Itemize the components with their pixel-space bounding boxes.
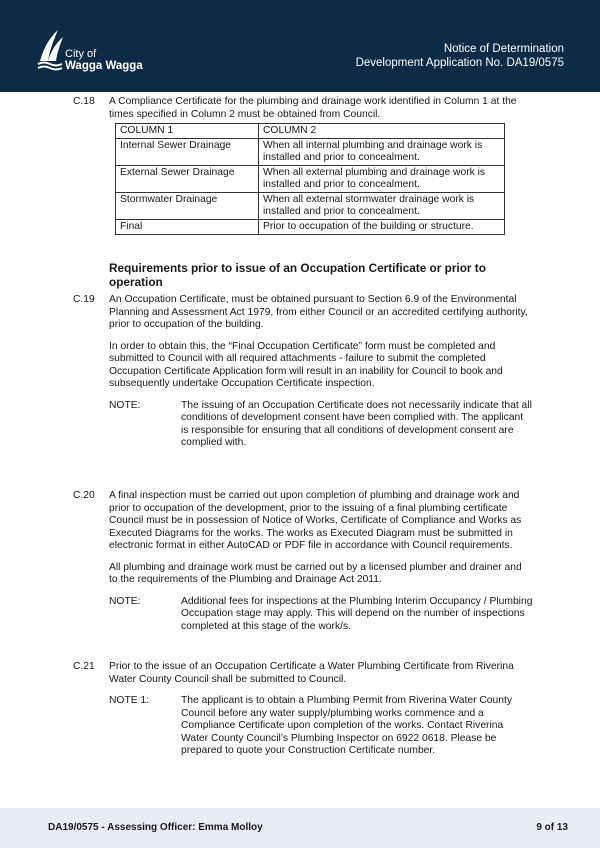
- table-cell: When all internal plumbing and drainage work is installed and prior to concealment.: [259, 139, 505, 166]
- table-header-cell: COLUMN 1: [116, 124, 259, 139]
- table-cell: External Sewer Drainage: [116, 166, 259, 193]
- table-row: [116, 166, 505, 193]
- footer-reference: DA19/0575 - Assessing Officer: Emma Molloy: [48, 822, 263, 833]
- page-header: [0, 0, 600, 92]
- condition-number: C.18: [73, 96, 95, 107]
- note: [109, 400, 533, 450]
- compliance-table: [115, 123, 505, 235]
- note-text: The issuing of an Occupation Certificate does not necessarily indicate that all conditions of development consent have been complied with. The applicant is responsible for ensuring that all conditions of development consent are complied with.: [181, 399, 532, 448]
- logo-line2: Wagga Wagga: [65, 60, 143, 72]
- note-label: NOTE:: [109, 595, 141, 607]
- table-cell: When all external plumbing and drainage work is installed and prior to concealment.: [259, 166, 505, 193]
- note-label: NOTE:: [109, 399, 141, 411]
- table-cell: Internal Sewer Drainage: [116, 139, 259, 166]
- table-cell: When all external stormwater drainage work is installed and prior to concealment.: [259, 193, 505, 220]
- note-text: The applicant is to obtain a Plumbing Permit from Riverina Water County Council before any water supply/plumbing works commence and a Compliance Certificate upon completion of the works. Contact Riverina Water County Council’s Plumbing Inspector on 6922 0618. Please be prepared to quote your Construction Certificate number.: [181, 695, 512, 756]
- table-header-cell: COLUMN 2: [259, 124, 505, 139]
- title-line2: Development Application No. DA19/0575: [355, 57, 564, 69]
- title-line1: Notice of Determination: [443, 43, 564, 55]
- page-footer: [0, 808, 600, 848]
- table-row: [116, 139, 505, 166]
- condition-paragraph: All plumbing and drainage work must be carried out by a licensed plumber and drainer and to the requirements of the Plumbing and Drainage Act 2011.: [109, 561, 522, 585]
- section-heading: Requirements prior to issue of an Occupation Certificate or prior to operation: [109, 261, 486, 289]
- condition-text: A final inspection must be carried out upon completion of plumbing and drainage work and prior to occupation of the development, prior to the issuing of a final plumbing certificate Council must be in possession of Notice of Works, Certificate of Compliance and Works as Executed Diagrams for the works. The works as Executed Diagram must be submitted in electronic format in either AutoCAD or PDF file in accordance with Council requirements.: [109, 490, 522, 551]
- condition-text: Prior to the issue of an Occupation Certificate a Water Plumbing Certificate from Riverina Water County Council shall be submitted to Council.: [109, 661, 514, 685]
- logo-line1: City of: [65, 48, 97, 60]
- table-row: [116, 193, 505, 220]
- note: [109, 695, 533, 758]
- condition-number: C.21: [73, 661, 95, 672]
- condition-c18: [73, 96, 533, 235]
- condition-c19: [73, 294, 533, 450]
- note-text: Additional fees for inspections at the Plumbing Interim Occupancy / Plumbing Occupation stage may apply. This will depend on the number of inspections completed at this stage of the work/s.: [181, 595, 533, 632]
- table-row: [116, 220, 505, 235]
- condition-number: C.19: [73, 294, 95, 305]
- page-number: 9 of 13: [536, 822, 568, 833]
- note: [109, 596, 533, 634]
- table-cell: Stormwater Drainage: [116, 193, 259, 220]
- condition-number: C.20: [73, 490, 95, 501]
- table-cell: Prior to occupation of the building or structure.: [259, 220, 505, 235]
- condition-c21: [73, 661, 533, 758]
- logo-text: [65, 48, 143, 72]
- condition-text: An Occupation Certificate, must be obtained pursuant to Section 6.9 of the Environmental Planning and Assessment Act 1979, from either Council or an accredited certifying authority, prior to occupation of the building.: [109, 294, 528, 330]
- condition-c20: [73, 490, 533, 633]
- document-title: [356, 42, 564, 70]
- condition-text: A Compliance Certificate for the plumbing and drainage work identified in Column 1 at the times specified in Column 2 must be obtained from Council.: [109, 96, 517, 120]
- table-header-row: [116, 124, 505, 139]
- note-label: NOTE 1:: [109, 695, 150, 706]
- table-cell: Final: [116, 220, 259, 235]
- condition-paragraph: In order to obtain this, the “Final Occupation Certificate” form must be completed and submitted to Council with all required attachments - failure to submit the completed Occupation Certificate Application form will result in an inability for Council to book and subsequently undertake Occupation Certificate inspection.: [109, 340, 503, 389]
